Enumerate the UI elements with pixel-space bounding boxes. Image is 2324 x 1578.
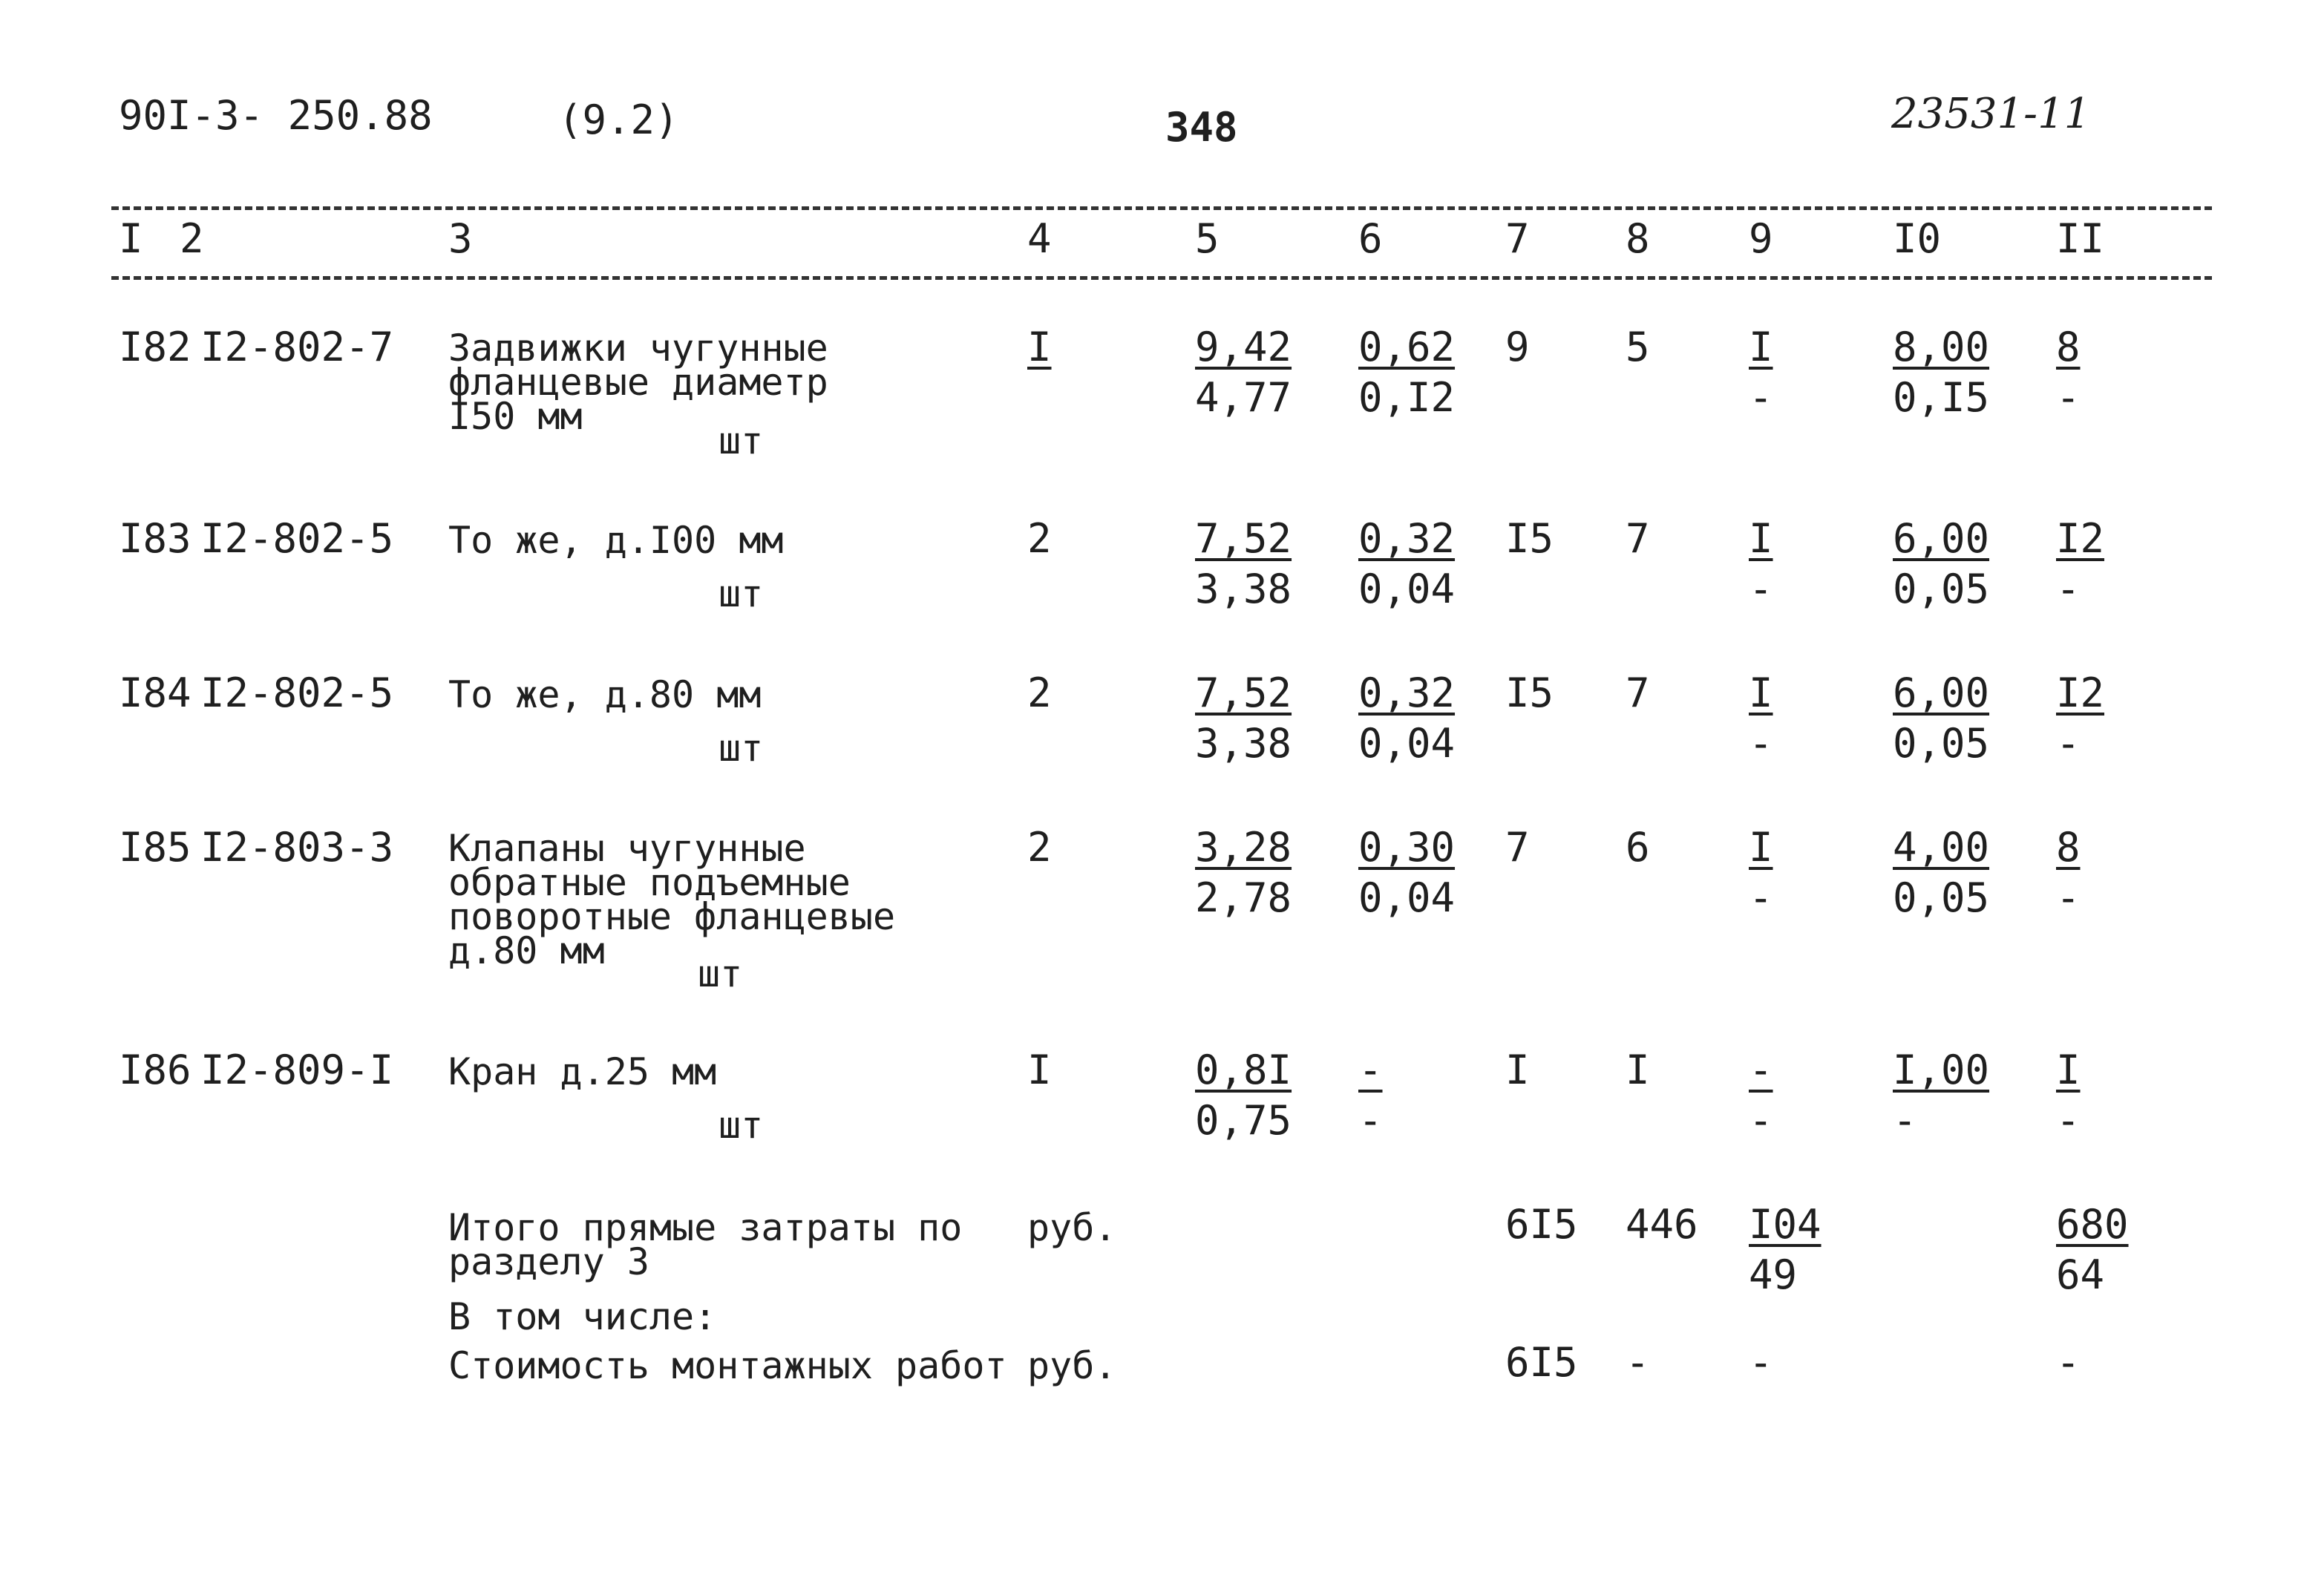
column-number: 9 xyxy=(1749,215,1773,262)
column-number: 5 xyxy=(1195,215,1220,262)
page-number: 348 xyxy=(1165,104,1238,151)
cell-c11-top: I xyxy=(2056,1047,2081,1093)
cell-c9-bottom: - xyxy=(1749,374,1773,421)
totals-c11-bottom: 64 xyxy=(2056,1251,2105,1298)
row-description: То же, д.I00 мм xyxy=(448,519,784,562)
header-bottom-rule xyxy=(111,276,2212,280)
row-unit: шт xyxy=(698,952,743,995)
cell-c11-top: 8 xyxy=(2056,824,2081,871)
cell-c5-bottom: 4,77 xyxy=(1195,374,1292,421)
including-label: В том числе: xyxy=(448,1295,717,1338)
column-number: 6 xyxy=(1358,215,1383,262)
cell-c8: I xyxy=(1626,1047,1650,1093)
column-number: 4 xyxy=(1027,215,1052,262)
totals-c9-top: I04 xyxy=(1749,1201,1821,1248)
cell-c10-bottom: - xyxy=(1893,1097,1917,1144)
cell-c6-top: 0,32 xyxy=(1358,515,1456,562)
cell-c11-bottom: - xyxy=(2056,566,2081,612)
cell-c9-bottom: - xyxy=(1749,874,1773,921)
cell-c7: I5 xyxy=(1505,669,1554,716)
cell-c10-bottom: 0,05 xyxy=(1893,566,1990,612)
row-position: I82 xyxy=(119,324,192,370)
cell-c11-bottom: - xyxy=(2056,720,2081,767)
cell-c10-top: 6,00 xyxy=(1893,515,1990,562)
cell-c5-top: 0,8I xyxy=(1195,1047,1292,1093)
totals-c11-top: 680 xyxy=(2056,1201,2129,1248)
column-number: 3 xyxy=(448,215,473,262)
cell-c9-top: I xyxy=(1749,515,1773,562)
column-number: II xyxy=(2056,215,2105,262)
row-qty: I xyxy=(1027,324,1052,370)
cell-c6-bottom: 0,04 xyxy=(1358,566,1456,612)
cell-c9-bottom: - xyxy=(1749,566,1773,612)
totals-c8: 446 xyxy=(1626,1201,1698,1248)
cell-c6-bottom: 0,04 xyxy=(1358,720,1456,767)
totals-label-line2: разделу 3 xyxy=(448,1240,649,1283)
totals-label-line1: Итого прямые затраты по xyxy=(448,1206,963,1249)
cell-c6-bottom: - xyxy=(1358,1097,1383,1144)
doc-code: 90I-3- 250.88 xyxy=(119,92,433,139)
column-number: 2 xyxy=(180,215,204,262)
cell-c11-top: I2 xyxy=(2056,669,2105,716)
column-number: 7 xyxy=(1505,215,1530,262)
column-number: 8 xyxy=(1626,215,1650,262)
cell-c10-bottom: 0,05 xyxy=(1893,720,1990,767)
cell-c9-top: I xyxy=(1749,669,1773,716)
row-unit: шт xyxy=(719,572,764,615)
cell-c11-bottom: - xyxy=(2056,374,2081,421)
cell-c6-top: 0,32 xyxy=(1358,669,1456,716)
cell-c9-bottom: - xyxy=(1749,1097,1773,1144)
column-number: I0 xyxy=(1893,215,1942,262)
cell-c5-top: 3,28 xyxy=(1195,824,1292,871)
cell-c8: 7 xyxy=(1626,515,1650,562)
totals-unit: руб. xyxy=(1027,1206,1117,1249)
cell-c9-bottom: - xyxy=(1749,720,1773,767)
totals-c7: 6I5 xyxy=(1505,1201,1578,1248)
totals-c9-bottom: 49 xyxy=(1749,1251,1798,1298)
cell-c8: 6 xyxy=(1626,824,1650,871)
cell-c7: I5 xyxy=(1505,515,1554,562)
cell-c6-top: 0,62 xyxy=(1358,324,1456,370)
row-description: Задвижки чугунные фланцевые диаметр I50 мм xyxy=(448,327,828,438)
cell-c9-top: I xyxy=(1749,324,1773,370)
row-qty: 2 xyxy=(1027,515,1052,562)
cell-c5-bottom: 3,38 xyxy=(1195,720,1292,767)
row-code: I2-802-7 xyxy=(200,324,394,370)
cell-c11-bottom: - xyxy=(2056,874,2081,921)
row-unit: шт xyxy=(719,419,764,462)
row-position: I84 xyxy=(119,669,192,716)
stamp-number: 23531-11 xyxy=(1891,90,2091,138)
cell-c7: 9 xyxy=(1505,324,1530,370)
cell-c9-top: - xyxy=(1749,1047,1773,1093)
install-label: Стоимость монтажных работ xyxy=(448,1344,1007,1387)
row-qty: I xyxy=(1027,1047,1052,1093)
row-code: I2-802-5 xyxy=(200,515,394,562)
install-unit: руб. xyxy=(1027,1344,1117,1387)
cell-c9-top: I xyxy=(1749,824,1773,871)
cell-c10-bottom: 0,I5 xyxy=(1893,374,1990,421)
cell-c10-top: 4,00 xyxy=(1893,824,1990,871)
cell-c11-top: I2 xyxy=(2056,515,2105,562)
cell-c8: 7 xyxy=(1626,669,1650,716)
row-position: I86 xyxy=(119,1047,192,1093)
cell-c5-top: 9,42 xyxy=(1195,324,1292,370)
cell-c6-bottom: 0,I2 xyxy=(1358,374,1456,421)
row-qty: 2 xyxy=(1027,669,1052,716)
cell-c10-bottom: 0,05 xyxy=(1893,874,1990,921)
cell-c5-top: 7,52 xyxy=(1195,515,1292,562)
row-description: Кран д.25 мм xyxy=(448,1050,717,1093)
cell-c7: I xyxy=(1505,1047,1530,1093)
row-unit: шт xyxy=(719,1104,764,1147)
row-unit: шт xyxy=(719,727,764,770)
install-c11: - xyxy=(2056,1339,2081,1386)
cell-c10-top: 8,00 xyxy=(1893,324,1990,370)
cell-c10-top: I,00 xyxy=(1893,1047,1990,1093)
install-c8: - xyxy=(1626,1339,1650,1386)
cell-c10-top: 6,00 xyxy=(1893,669,1990,716)
cell-c11-top: 8 xyxy=(2056,324,2081,370)
cell-c6-top: 0,30 xyxy=(1358,824,1456,871)
cell-c8: 5 xyxy=(1626,324,1650,370)
row-code: I2-809-I xyxy=(200,1047,394,1093)
cell-c11-bottom: - xyxy=(2056,1097,2081,1144)
cell-c7: 7 xyxy=(1505,824,1530,871)
install-c9: - xyxy=(1749,1339,1773,1386)
row-description: То же, д.80 мм xyxy=(448,673,762,716)
cell-c6-top: - xyxy=(1358,1047,1383,1093)
row-position: I85 xyxy=(119,824,192,871)
install-c7: 6I5 xyxy=(1505,1339,1578,1386)
column-number: I xyxy=(119,215,143,262)
cell-c5-top: 7,52 xyxy=(1195,669,1292,716)
row-code: I2-803-3 xyxy=(200,824,394,871)
row-qty: 2 xyxy=(1027,824,1052,871)
header-top-rule xyxy=(111,206,2212,210)
cell-c5-bottom: 2,78 xyxy=(1195,874,1292,921)
cell-c5-bottom: 0,75 xyxy=(1195,1097,1292,1144)
row-code: I2-802-5 xyxy=(200,669,394,716)
cell-c5-bottom: 3,38 xyxy=(1195,566,1292,612)
row-position: I83 xyxy=(119,515,192,562)
cell-c6-bottom: 0,04 xyxy=(1358,874,1456,921)
row-description: Клапаны чугунные обратные подъемные поворотные фланцевые д.80 мм xyxy=(448,827,896,972)
section-ref: (9.2) xyxy=(558,96,679,143)
